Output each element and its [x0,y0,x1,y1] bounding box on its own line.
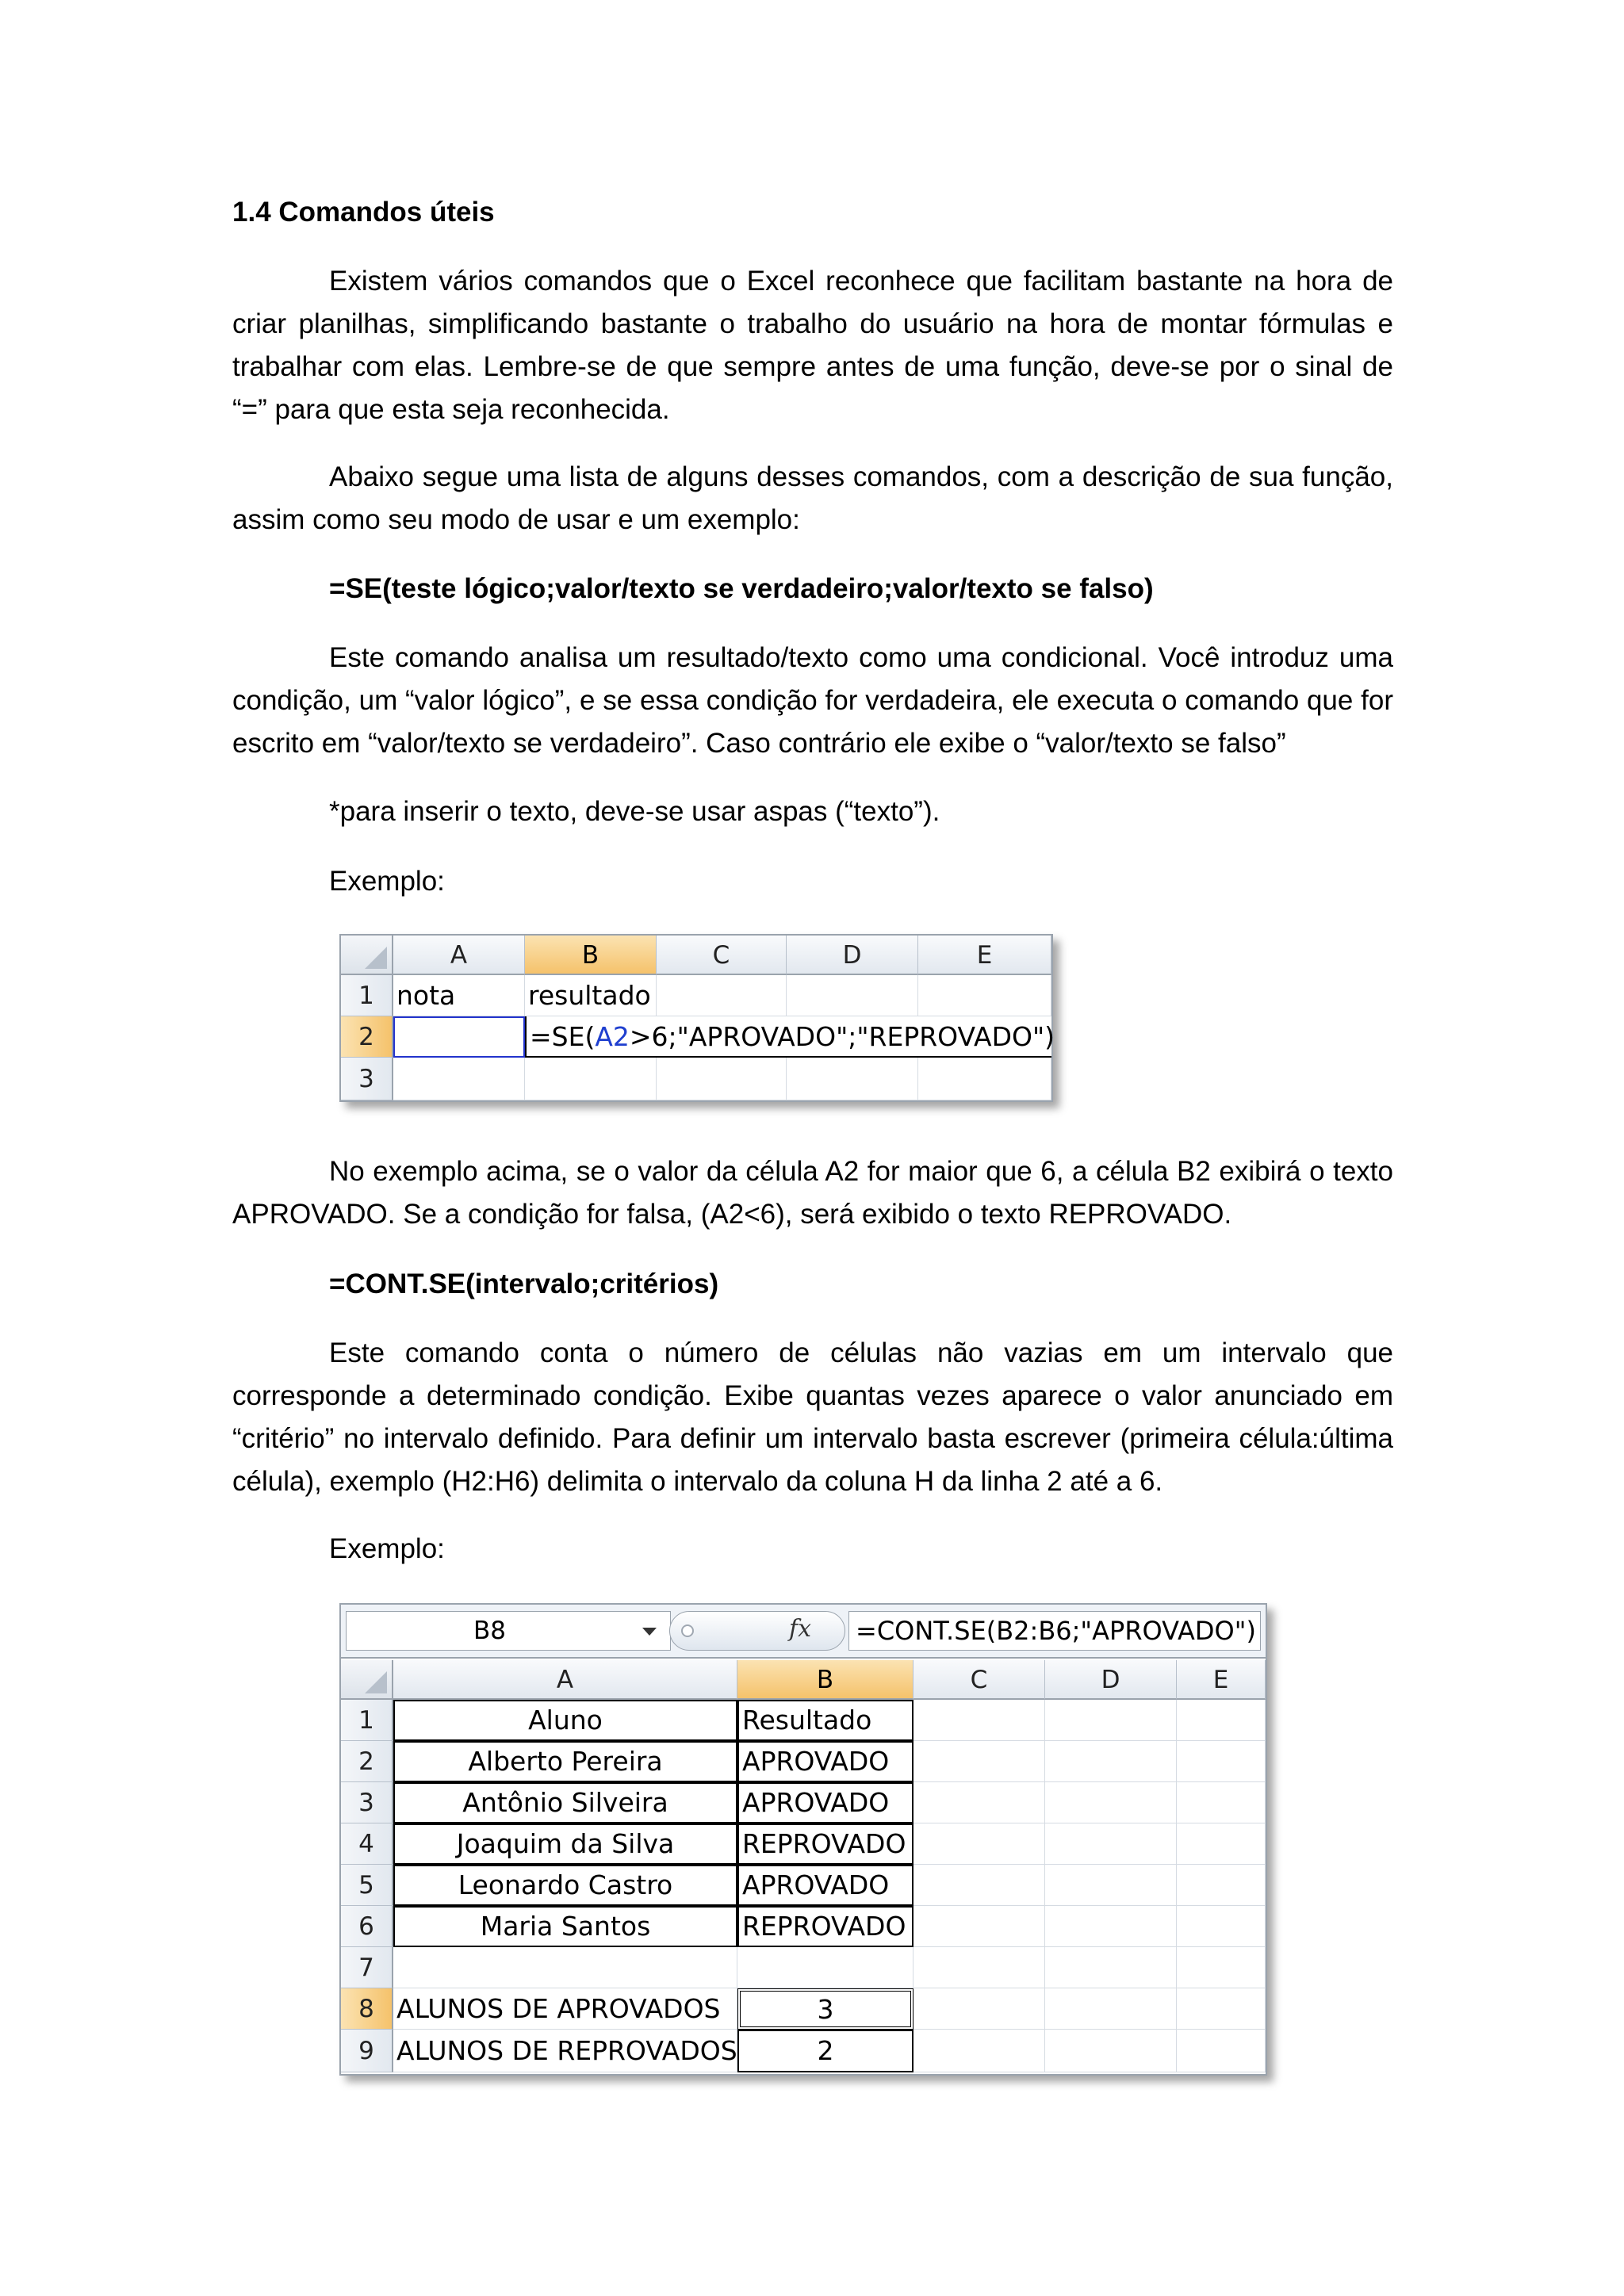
cell-b1-header[interactable]: Resultado [737,1700,914,1741]
expand-handle-icon[interactable] [681,1624,694,1637]
contse-description: Este comando conta o número de células não vazias em um intervalo que corresponde a determinado condição. Exibe quantas vezes aparece o valor anunciado em “critério” no intervalo definido. Para definir um intervalo basta escrever (primeira célula:última célula), exemplo (H2:H6) delimita o intervalo da coluna H da linha 2 até a 6. [232,1337,1393,1497]
quotes-note: *para inserir o texto, deve-se usar aspas (“texto”). [329,796,940,827]
row-header-4[interactable]: 4 [341,1823,393,1865]
cell-d5[interactable] [1045,1865,1177,1906]
cell-b8-selected[interactable]: 3 [737,1988,914,2030]
column-header-a[interactable]: A [393,936,525,975]
column-header-c[interactable]: C [657,936,787,975]
cell-b3[interactable] [525,1058,657,1100]
column-header-a[interactable]: A [393,1660,737,1700]
cell-c8[interactable] [914,1988,1045,2030]
cell-e2[interactable] [1177,1741,1266,1782]
cell-c3[interactable] [657,1058,787,1100]
cell-e9[interactable] [1177,2030,1266,2072]
cell-c7[interactable] [914,1947,1045,1988]
student-name[interactable]: Maria Santos [393,1906,737,1947]
student-result[interactable]: APROVADO [737,1741,914,1782]
student-name[interactable]: Leonardo Castro [393,1865,737,1906]
cell-e1[interactable] [1177,1700,1266,1741]
cell-e3[interactable] [1177,1782,1266,1823]
cell-e5[interactable] [1177,1865,1266,1906]
example-label-1: Exemplo: [329,866,445,897]
student-result[interactable]: APROVADO [737,1782,914,1823]
cell-c6[interactable] [914,1906,1045,1947]
formula-bar [341,1605,1266,1659]
section-heading: 1.4 Comandos úteis [232,197,495,228]
row-header-8[interactable]: 8 [341,1988,393,2030]
name-box[interactable]: B8 [346,1611,671,1651]
cell-a9-label[interactable]: ALUNOS DE REPROVADOS [393,2030,737,2072]
student-result[interactable]: REPROVADO [737,1906,914,1947]
cell-d4[interactable] [1045,1823,1177,1865]
cell-c1[interactable] [657,975,787,1016]
column-header-b[interactable]: B [737,1660,914,1700]
cell-c4[interactable] [914,1823,1045,1865]
example-label-2: Exemplo: [329,1533,445,1564]
cell-c3[interactable] [914,1782,1045,1823]
cell-a3[interactable] [393,1058,525,1100]
spreadsheet-example-contse [339,1603,1267,2076]
cell-d1[interactable] [1045,1700,1177,1741]
cell-b2-formula-editing[interactable] [525,1016,1055,1058]
name-box-dropdown-icon[interactable] [642,1628,657,1636]
student-name[interactable]: Joaquim da Silva [393,1823,737,1865]
cell-e1[interactable] [918,975,1051,1016]
row-header-5[interactable]: 5 [341,1865,393,1906]
select-all-corner[interactable] [341,936,393,975]
se-example-explanation: No exemplo acima, se o valor da célula A2 for maior que 6, a célula B2 exibirá o texto APROVADO. Se a condição for falsa, (A2<6), será exibido o texto REPROVADO. [232,1156,1393,1230]
cell-b9-value[interactable]: 2 [737,2030,914,2072]
student-name[interactable]: Alberto Pereira [393,1741,737,1782]
student-result[interactable]: REPROVADO [737,1823,914,1865]
student-result[interactable]: APROVADO [737,1865,914,1906]
row-header-2[interactable]: 2 [341,1741,393,1782]
cell-a1-header[interactable]: Aluno [393,1700,737,1741]
cell-e6[interactable] [1177,1906,1266,1947]
se-description: Este comando analisa um resultado/texto como uma condicional. Você introduz uma condição, um “valor lógico”, e se essa condição for verdadeira, ele executa o comando que for escrito em “valor/texto se verdadeiro”. Caso contrário ele exibe o “valor/texto se falso” [232,642,1393,759]
cell-b1[interactable]: resultado [525,975,657,1016]
cell-a7[interactable] [393,1947,737,1988]
spreadsheet-example-se [339,934,1053,1102]
contse-syntax: =CONT.SE(intervalo;critérios) [329,1269,719,1299]
row-header-6[interactable]: 6 [341,1906,393,1947]
formula-prefix: =SE( [530,1021,596,1052]
column-header-e[interactable]: E [918,936,1051,975]
cell-e7[interactable] [1177,1947,1266,1988]
cell-d3[interactable] [787,1058,918,1100]
column-header-e[interactable]: E [1177,1660,1266,1700]
cell-d3[interactable] [1045,1782,1177,1823]
row-header-1[interactable]: 1 [341,1700,393,1741]
row-header-3[interactable]: 3 [341,1058,393,1100]
cell-c1[interactable] [914,1700,1045,1741]
cell-a1[interactable]: nota [393,975,525,1016]
cell-e4[interactable] [1177,1823,1266,1865]
student-name[interactable]: Antônio Silveira [393,1782,737,1823]
cell-c2[interactable] [914,1741,1045,1782]
cell-a8-label[interactable]: ALUNOS DE APROVADOS [393,1988,737,2030]
column-header-d[interactable]: D [1045,1660,1177,1700]
cell-c5[interactable] [914,1865,1045,1906]
formula-input[interactable]: =CONT.SE(B2:B6;"APROVADO") [848,1611,1261,1651]
formula-suffix: >6;"APROVADO";"REPROVADO") [629,1021,1055,1052]
formula-reference-a2: A2 [595,1021,630,1052]
column-header-c[interactable]: C [914,1660,1045,1700]
column-header-d[interactable]: D [787,936,918,975]
row-header-3[interactable]: 3 [341,1782,393,1823]
cell-d6[interactable] [1045,1906,1177,1947]
se-syntax: =SE(teste lógico;valor/texto se verdadeiro;valor/texto se falso) [329,573,1154,604]
cell-d2[interactable] [1045,1741,1177,1782]
formula-bar-controls [669,1611,845,1651]
select-all-corner[interactable] [341,1660,393,1700]
cell-e3[interactable] [918,1058,1051,1100]
cell-d1[interactable] [787,975,918,1016]
column-header-b[interactable]: B [525,936,657,975]
cell-d8[interactable] [1045,1988,1177,2030]
row-header-2[interactable]: 2 [341,1016,393,1058]
cell-d9[interactable] [1045,2030,1177,2072]
intro-paragraph: Existem vários comandos que o Excel reconhece que facilitam bastante na hora de criar planilhas, simplificando bastante o trabalho do usuário na hora de montar fórmulas e trabalhar com elas. Lembre-se de que sempre antes de uma função, deve-se por o sinal de “=” para que esta seja reconhecida. [232,266,1393,425]
row-header-7[interactable]: 7 [341,1947,393,1988]
cell-e8[interactable] [1177,1988,1266,2030]
list-intro-paragraph: Abaixo segue uma lista de alguns desses comandos, com a descrição de sua função, assim como seu modo de usar e um exemplo: [232,461,1393,535]
cell-d7[interactable] [1045,1947,1177,1988]
insert-function-icon[interactable]: fx [789,1615,812,1643]
cell-a2-referenced[interactable] [393,1016,525,1058]
row-header-9[interactable]: 9 [341,2030,393,2072]
cell-c9[interactable] [914,2030,1045,2072]
cell-b7[interactable] [737,1947,914,1988]
row-header-1[interactable]: 1 [341,975,393,1016]
